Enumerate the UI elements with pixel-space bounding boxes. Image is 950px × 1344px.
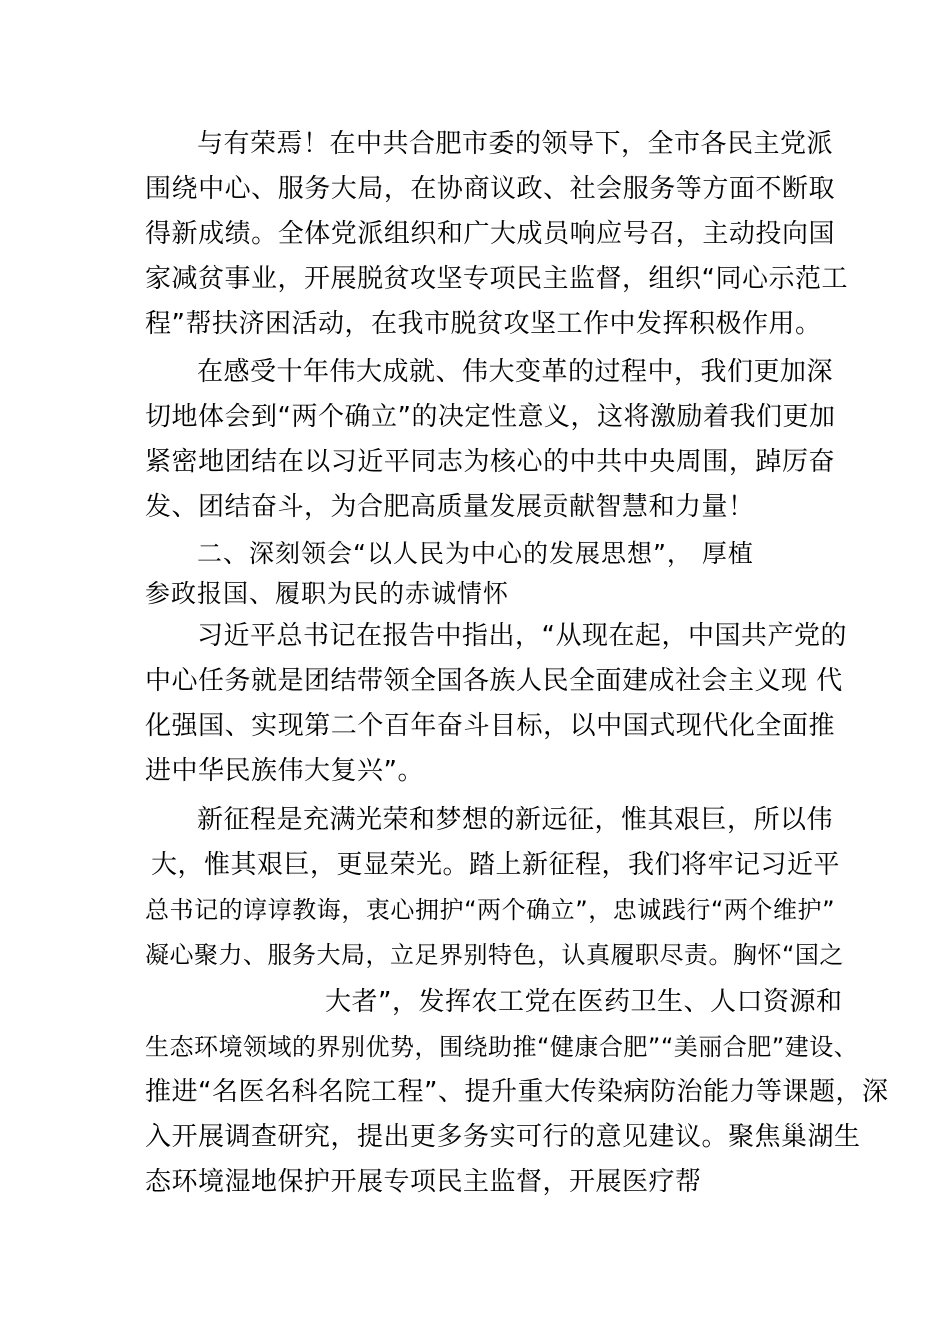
paragraph-line: 入开展调查研究，提出更多务实可行的意见建议。聚焦巢湖生: [145, 1122, 861, 1152]
paragraph-line: 围绕中心、服务大局，在协商议政、社会服务等方面不断取: [145, 174, 835, 204]
paragraph-line: 化强国、实现第二个百年奋斗目标，以中国式现代化全面推: [145, 711, 835, 741]
section-heading-continued: 参政报国、履职为民的赤诚情怀: [145, 579, 510, 608]
paragraph-line: 凝心聚力、服务大局，立足界别特色，认真履职尽责。胸怀“国之: [145, 941, 844, 969]
paragraph-line: 得新成绩。全体党派组织和广大成员响应号召，主动投向国: [145, 219, 835, 249]
paragraph-line: 在感受十年伟大成就、伟大变革的过程中，我们更加深: [197, 357, 834, 387]
paragraph-line: 态环境湿地保护开展专项民主监督，开展医疗帮: [145, 1167, 702, 1197]
paragraph-line: 发、团结奋斗，为合肥高质量发展贡献智慧和力量！: [145, 492, 755, 522]
paragraph-line: 与有荣焉！在中共合肥市委的领导下，全市各民主党派: [197, 129, 834, 159]
paragraph-line: 推进“名医名科名院工程”、提升重大传染病防治能力等课题，深: [145, 1077, 889, 1107]
paragraph-line: 新征程是充满光荣和梦想的新远征，惟其艰巨，所以伟: [197, 805, 834, 835]
paragraph-line: 紧密地团结在以习近平同志为核心的中共中央周围，踔厉奋: [145, 447, 835, 477]
paragraph-line: 切地体会到“两个确立”的决定性意义，这将激励着我们更加: [145, 402, 836, 432]
paragraph-line: 进中华民族伟大复兴”。: [145, 756, 424, 786]
paragraph-line: 习近平总书记在报告中指出，“从现在起，中国共产党的: [197, 621, 847, 651]
paragraph-line: 大，惟其艰巨，更显荣光。踏上新征程，我们将牢记习近平: [151, 850, 841, 880]
paragraph-line: 中心任务就是团结带领全国各族人民全面建成社会主义现 代: [145, 666, 843, 696]
paragraph-line: 家减贫事业，开展脱贫攻坚专项民主监督，组织“同心示范工: [145, 264, 848, 294]
section-heading: 二、深刻领会“以人民为中心的发展思想”， 厚植: [197, 539, 754, 568]
paragraph-line: 生态环境领域的界别优势，围绕助推“健康合肥”“美丽合肥”建设、: [145, 1033, 859, 1061]
paragraph-line: 程”帮扶济困活动，在我市脱贫攻坚工作中发挥积极作用。: [145, 309, 822, 339]
paragraph-line: 大者”，发挥农工党在医药卫生、人口资源和: [325, 987, 843, 1017]
paragraph-line: 总书记的谆谆教诲，衷心拥护“两个确立”，忠诚践行“两个维护”: [145, 896, 835, 924]
